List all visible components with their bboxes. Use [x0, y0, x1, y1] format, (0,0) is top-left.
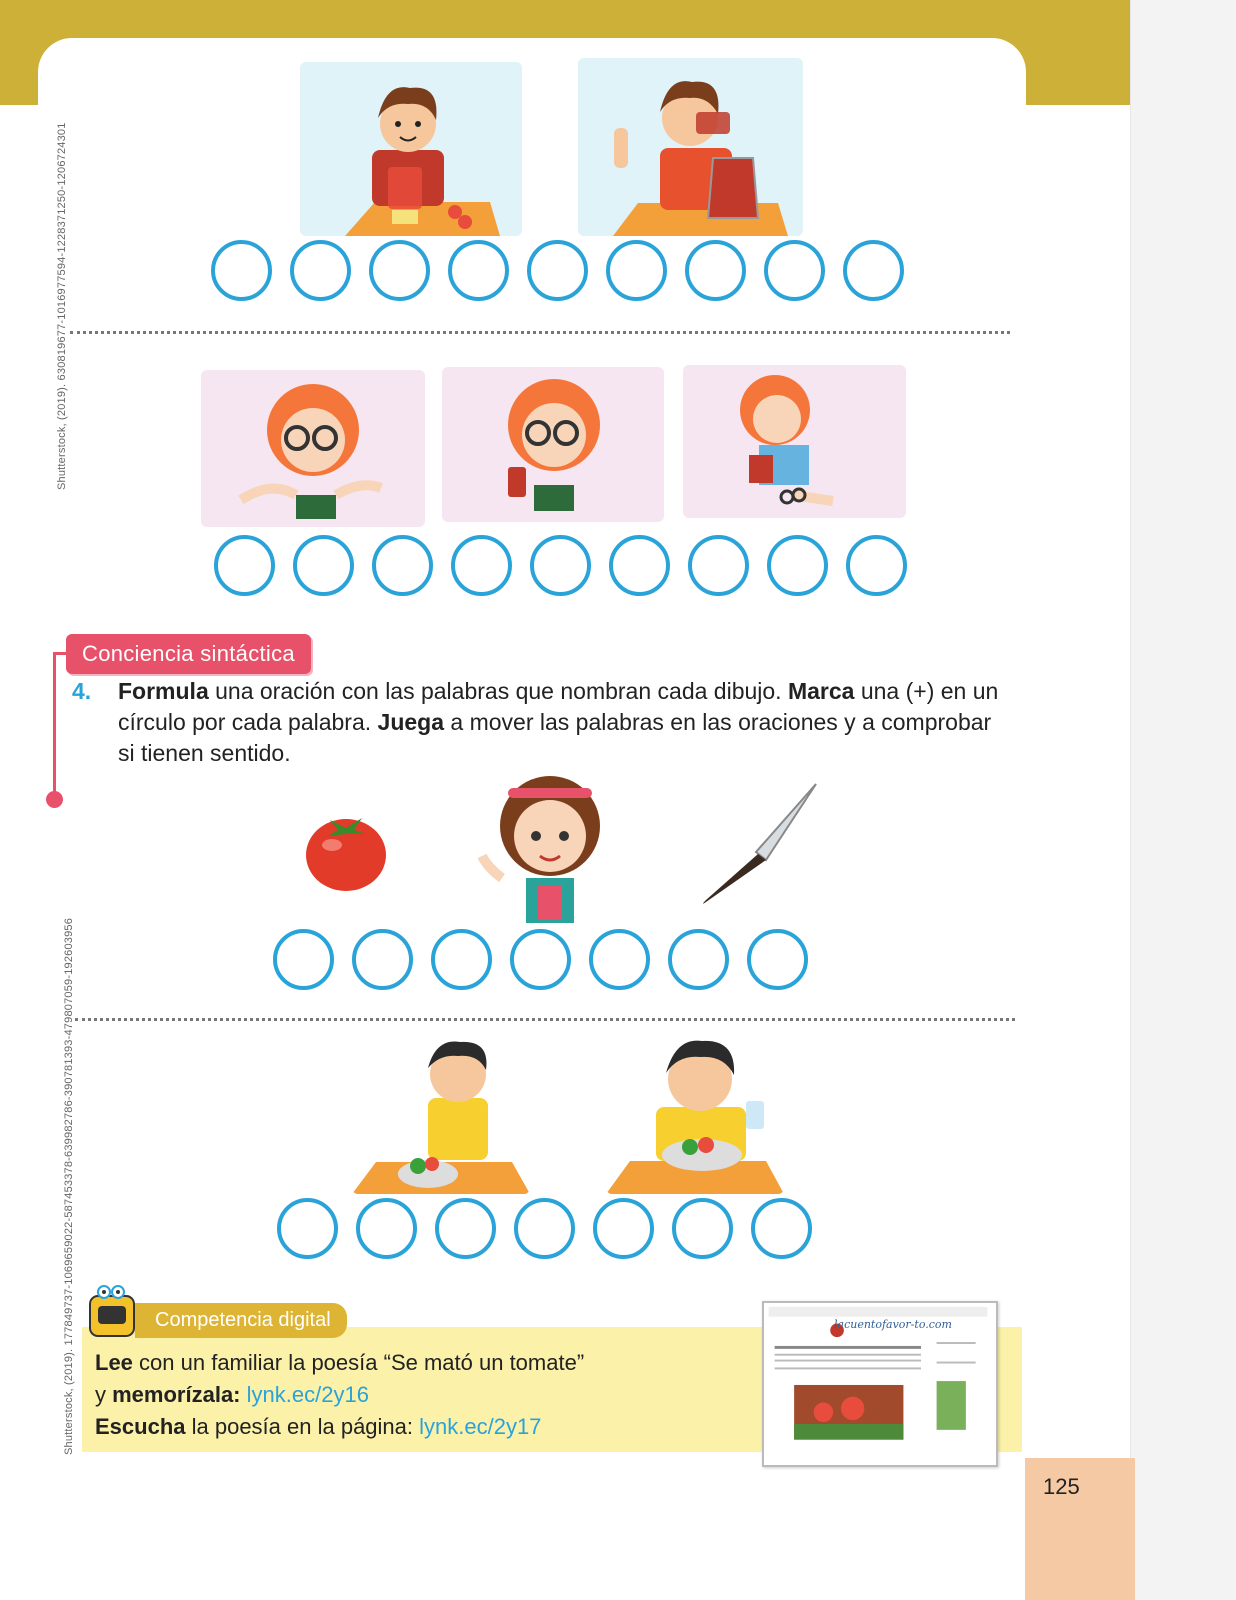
answer-circle[interactable] [672, 1198, 733, 1259]
page-edge [1130, 0, 1236, 1600]
digital-line-1 [95, 1347, 584, 1379]
answer-circle[interactable] [451, 535, 512, 596]
answer-circle[interactable] [530, 535, 591, 596]
robot-mascot-icon [82, 1282, 142, 1342]
instruction-verb: Marca [787, 678, 855, 704]
audio-link[interactable]: lynk.ec/2y17 [419, 1414, 542, 1439]
answer-circle[interactable] [369, 240, 430, 301]
answer-circle[interactable] [211, 240, 272, 301]
answer-circle[interactable] [843, 240, 904, 301]
answer-circle[interactable] [688, 535, 749, 596]
verb-memorizala: memorízala: [112, 1382, 241, 1407]
dotted-separator [75, 1018, 1015, 1021]
boy-blending-tomatoes-picture [300, 62, 522, 236]
verb-escucha: Escucha [95, 1414, 186, 1439]
section-bracket-dot [46, 791, 63, 808]
digital-line-3 [95, 1411, 584, 1443]
answer-circle[interactable] [606, 240, 667, 301]
answer-circle[interactable] [510, 929, 571, 990]
answer-circle[interactable] [273, 929, 334, 990]
website-screenshot-thumbnail [762, 1301, 998, 1467]
girl-drinking-juice-picture [442, 367, 664, 522]
answer-circles-row-4[interactable] [277, 1198, 812, 1259]
answer-circle[interactable] [277, 1198, 338, 1259]
answer-circle[interactable] [293, 535, 354, 596]
answer-circle[interactable] [589, 929, 650, 990]
boy-drinking-juice-picture [578, 58, 803, 236]
instruction-text: una oración con las palabras que nombran cada dibujo. [208, 678, 788, 704]
instruction-text: una (+) en un círculo por cada palabra. [118, 678, 999, 735]
answer-circle[interactable] [668, 929, 729, 990]
dotted-separator [70, 331, 1010, 334]
instruction-verb: Formula [118, 678, 209, 704]
answer-circle[interactable] [846, 535, 907, 596]
answer-circle[interactable] [435, 1198, 496, 1259]
instruction-verb: Juega [377, 709, 445, 735]
answer-circle[interactable] [764, 240, 825, 301]
answer-circle[interactable] [448, 240, 509, 301]
answer-circle[interactable] [214, 535, 275, 596]
exercise-number: 4. [72, 678, 92, 704]
photo-credit-top: Shutterstock, (2019). 630819677-1016977594-1228371250-1206724301 [56, 122, 68, 490]
page-number-box [1025, 1458, 1135, 1600]
answer-circles-row-3[interactable] [273, 929, 808, 990]
verb-lee: Lee [95, 1350, 133, 1375]
boy-eating-salad-picture [606, 1037, 784, 1194]
answer-circles-row-1[interactable] [211, 240, 904, 301]
girl-picture [478, 768, 621, 923]
answer-circle[interactable] [352, 929, 413, 990]
knife-picture [696, 780, 824, 908]
answer-circle[interactable] [356, 1198, 417, 1259]
answer-circle[interactable] [609, 535, 670, 596]
site-logo-text: lacuentofavor-to.com [834, 1318, 952, 1331]
section-bracket [53, 652, 56, 800]
instruction-body [118, 676, 1012, 769]
line-2-prefix: y [95, 1382, 113, 1407]
answer-circle[interactable] [514, 1198, 575, 1259]
girl-with-glasses-picture [201, 370, 425, 527]
line-1-text: con un familiar la poesía “Se mató un tomate” [132, 1350, 585, 1375]
answer-circle[interactable] [372, 535, 433, 596]
answer-circles-row-2[interactable] [214, 535, 907, 596]
poem-link[interactable]: lynk.ec/2y16 [246, 1382, 369, 1407]
answer-circle[interactable] [685, 240, 746, 301]
photo-credit-bottom: Shutterstock, (2019). 177849737-1069659022-587453378-639982786-390781393-479807059-192603956 [63, 917, 75, 1455]
tomato-picture [300, 800, 392, 895]
exercise-instruction [72, 676, 1012, 769]
boy-making-salad-picture [352, 1038, 530, 1194]
answer-circle[interactable] [290, 240, 351, 301]
answer-circle[interactable] [767, 535, 828, 596]
answer-circle[interactable] [527, 240, 588, 301]
instruction-text: a mover las palabras en las oraciones y a comprobar si tienen sentido. [118, 709, 992, 766]
answer-circle[interactable] [747, 929, 808, 990]
digital-competence-text [95, 1347, 584, 1443]
page-number: 125 [1043, 1474, 1080, 1499]
line-3-text: la poesía en la página: [185, 1414, 420, 1439]
top-color-band-extension [1024, 0, 1130, 95]
section-tag: Conciencia sintáctica [66, 634, 311, 674]
digital-line-2 [95, 1379, 584, 1411]
answer-circle[interactable] [751, 1198, 812, 1259]
digital-competence-tag: Competencia digital [135, 1303, 347, 1338]
answer-circle[interactable] [593, 1198, 654, 1259]
answer-circle[interactable] [431, 929, 492, 990]
girl-reading-picture [683, 365, 906, 518]
